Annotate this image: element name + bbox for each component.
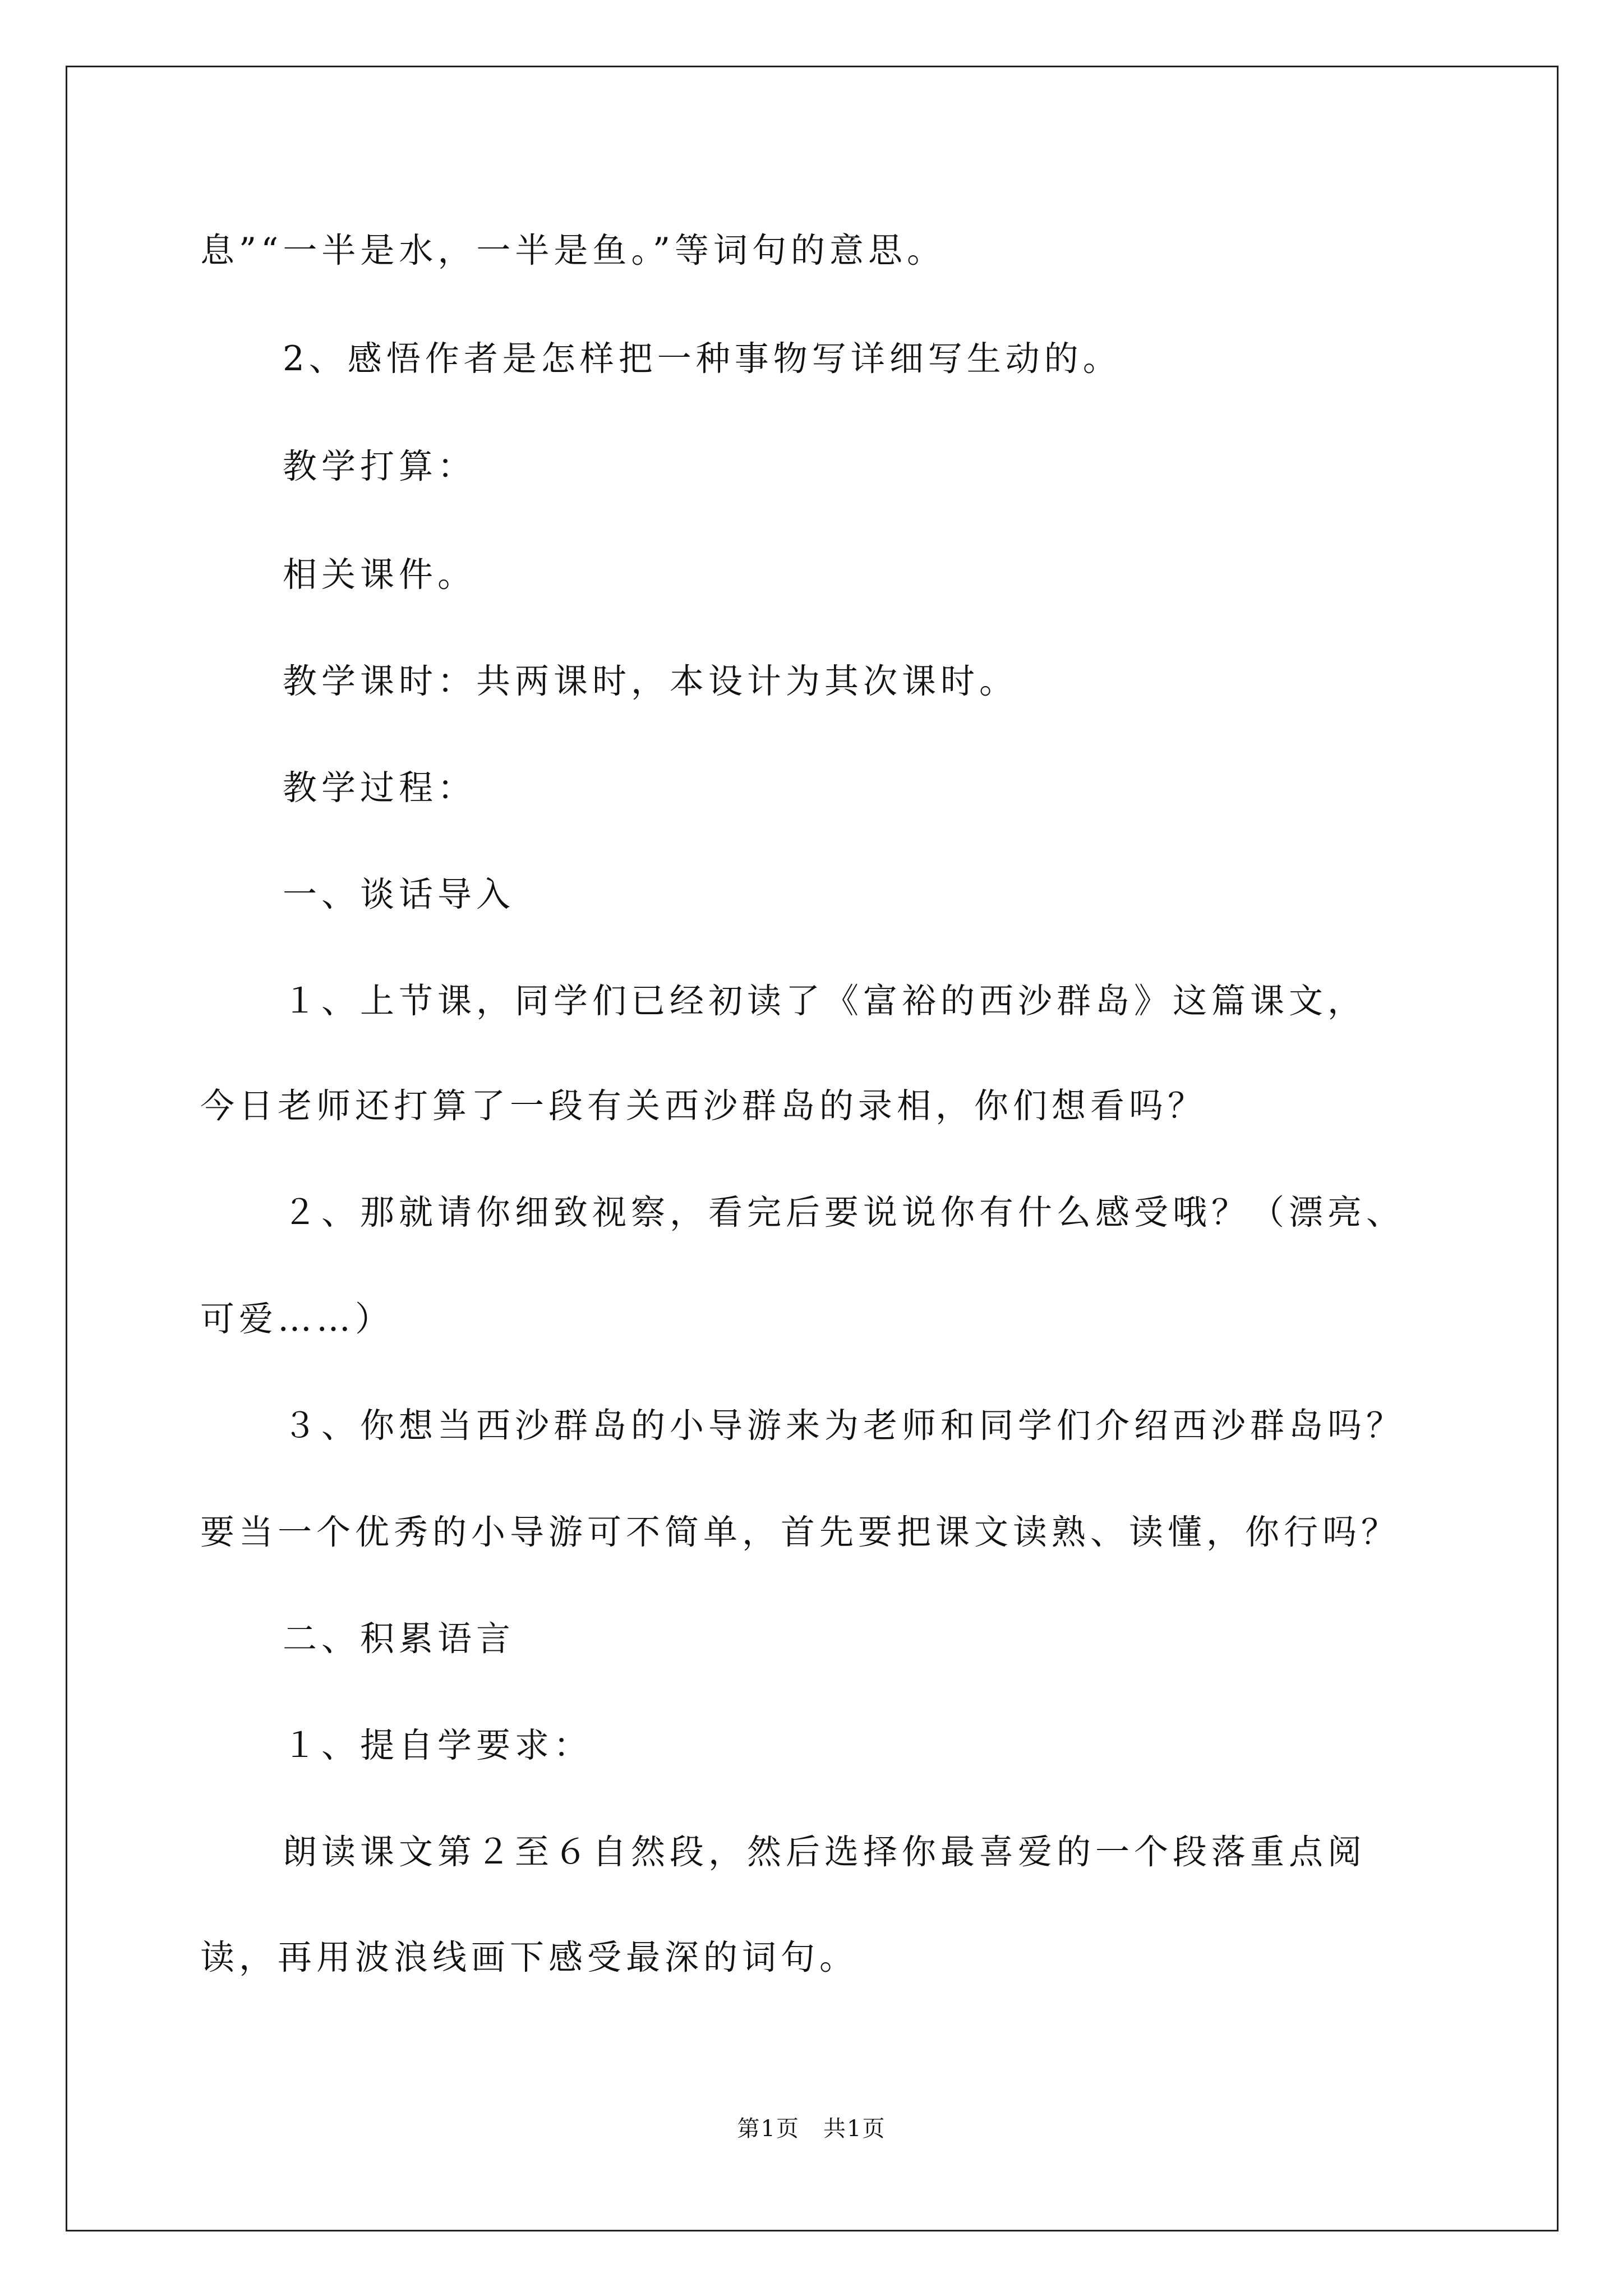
text-line: 读，再用波浪线画下感受最深的词句。: [200, 1938, 859, 1977]
page-border: [66, 66, 1559, 2231]
text-line: 教学课时：共两课时，本设计为其次课时。: [283, 661, 1018, 701]
text-line: 相关课件。: [283, 555, 477, 595]
text-line: 今日老师还打算了一段有关西沙群岛的录相，你们想看吗？: [200, 1086, 1207, 1126]
page-footer: 第1页 共1页: [737, 2116, 886, 2142]
text-line: 要当一个优秀的小导游可不简单，首先要把课文读熟、读懂，你行吗？: [200, 1512, 1400, 1552]
text-line: ２、那就请你细致视察，看完后要说说你有什么感受哦？（漂亮、: [283, 1193, 1405, 1232]
text-line: 教学过程：: [283, 768, 477, 808]
text-line: 息”“一半是水，一半是鱼。”等词句的意思。: [200, 231, 946, 270]
section-heading: 一、谈话导入: [283, 875, 515, 914]
text-line: １、上节课，同学们已经初读了《富裕的西沙群岛》这篇课文，: [283, 981, 1367, 1021]
text-line: 2、感悟作者是怎样把一种事物写详细写生动的。: [283, 339, 1122, 379]
text-line: ３、你想当西沙群岛的小导游来为老师和同学们介绍西沙群岛吗？: [283, 1406, 1405, 1446]
text-line: １、提自学要求：: [283, 1726, 593, 1765]
section-heading: 二、积累语言: [283, 1619, 515, 1659]
text-line: 朗读课文第２至６自然段，然后选择你最喜爱的一个段落重点阅: [283, 1832, 1367, 1872]
text-line: 教学打算：: [283, 447, 477, 486]
text-line: 可爱……）: [200, 1299, 394, 1339]
